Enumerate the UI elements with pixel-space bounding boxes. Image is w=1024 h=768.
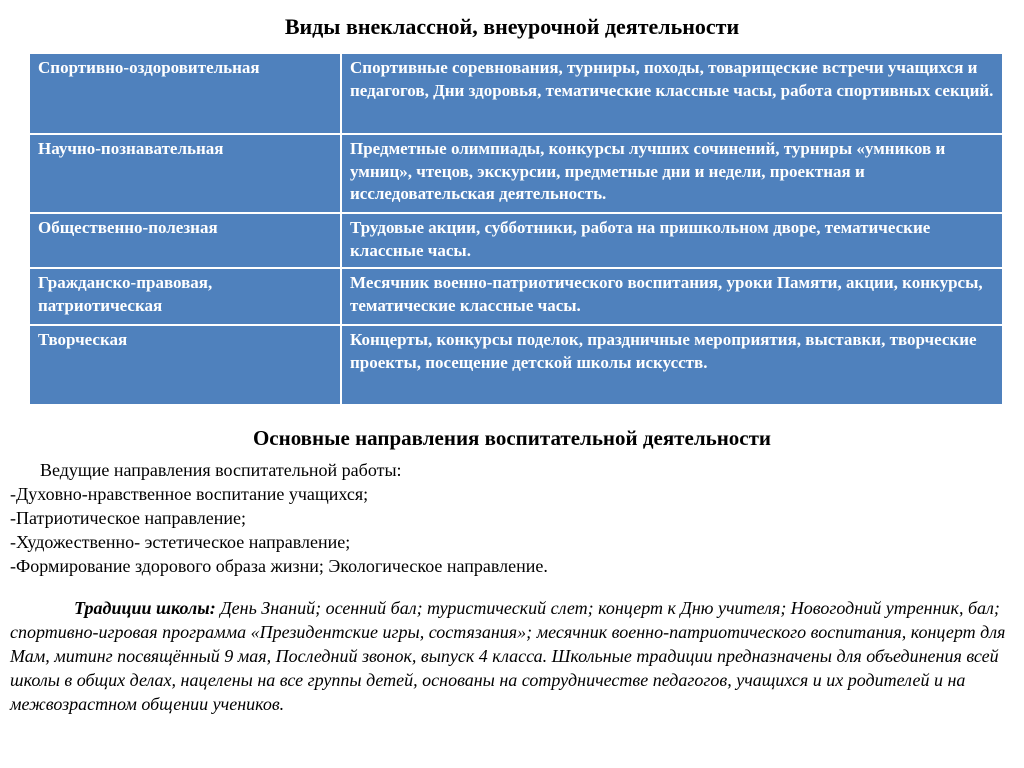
activity-type-cell: Научно-познавательная xyxy=(29,134,341,213)
section-title: Основные направления воспитательной деятельности xyxy=(252,426,772,450)
activity-description-cell: Предметные олимпиады, конкурсы лучших сочинений, турниры «умников и умниц», чтецов, экскурсии, предметные дни и недели, проектная и исследовательская деятельность. xyxy=(341,134,1003,213)
traditions-label: Традиции школы: xyxy=(74,598,216,618)
table-row xyxy=(29,325,1003,405)
list-item: -Художественно- эстетическое направление; xyxy=(10,532,351,552)
table-row xyxy=(29,134,1003,213)
traditions-paragraph xyxy=(10,596,1015,716)
activities-table xyxy=(28,52,1004,406)
activity-type-cell: Творческая xyxy=(29,325,341,405)
activity-description-cell: Трудовые акции, субботники, работа на пришкольном дворе, тематические классные часы. xyxy=(341,213,1003,268)
list-item: -Формирование здорового образа жизни; Экологическое направление. xyxy=(10,556,548,576)
activity-type-cell: Гражданско-правовая, патриотическая xyxy=(29,268,341,325)
directions-list xyxy=(10,458,1010,578)
table-row xyxy=(29,53,1003,134)
page-title: Виды внеклассной, внеурочной деятельности xyxy=(284,14,740,39)
directions-lead: Ведущие направления воспитательной работы: xyxy=(40,460,402,480)
table-row xyxy=(29,268,1003,325)
list-item: -Патриотическое направление; xyxy=(10,508,247,528)
table-row xyxy=(29,213,1003,268)
activity-type-cell: Спортивно-оздоровительная xyxy=(29,53,341,134)
activity-description-cell: Спортивные соревнования, турниры, походы, товарищеские встречи учащихся и педагогов, Дни здоровья, тематические классные часы, работа спортивных секций. xyxy=(341,53,1003,134)
activity-description-cell: Концерты, конкурсы поделок, праздничные мероприятия, выставки, творческие проекты, посещение детской школы искусств. xyxy=(341,325,1003,405)
activity-description-cell: Месячник военно-патриотического воспитания, уроки Памяти, акции, конкурсы, тематические классные часы. xyxy=(341,268,1003,325)
activity-type-cell: Общественно-полезная xyxy=(29,213,341,268)
traditions-text: День Знаний; осенний бал; туристический слет; концерт к Дню учителя; Новогодний утренник, бал; спортивно-игровая программа «Президентские игры, состязания»; месячник военно-патриотического воспитания, концерт для Мам, митинг посвящённый 9 мая, Последний звонок, выпуск 4 класса. Школьные традиции предназначены для объединения всей школы в общих делах, нацелены на все группы детей, основаны на сотрудничестве педагогов, учащихся и их родителей и на межвозрастном общении учеников. xyxy=(10,598,1006,714)
list-item: -Духовно-нравственное воспитание учащихся; xyxy=(10,484,369,504)
